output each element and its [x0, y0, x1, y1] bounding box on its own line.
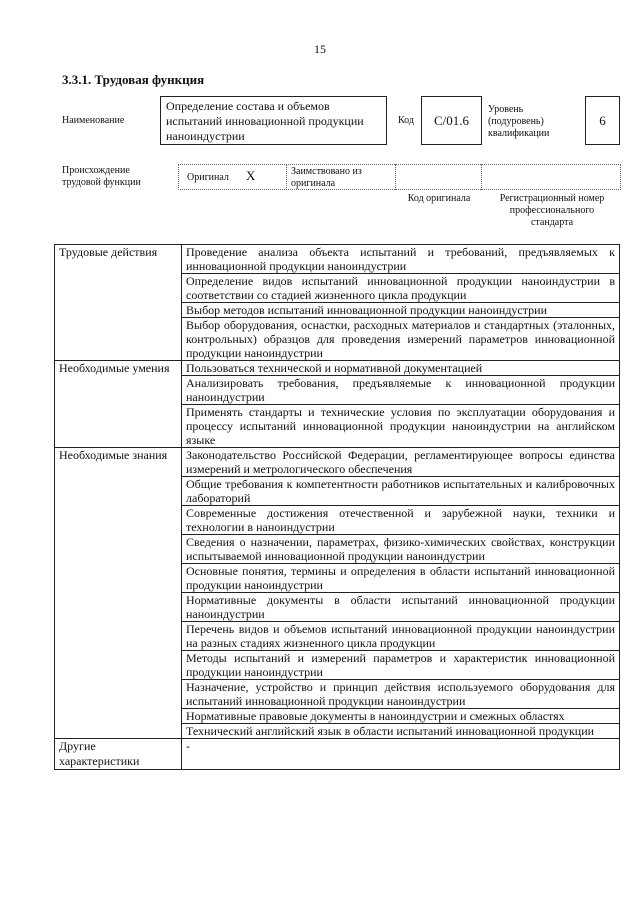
code-original-caption: Код оригинала	[407, 193, 471, 204]
level-box	[585, 96, 620, 145]
table-cell: Проведение анализа объекта испытаний и требований, предъявляемых к инновационной продукции наноиндустрии	[182, 245, 620, 274]
table-row	[55, 448, 620, 477]
code-value: C/01.6	[433, 112, 470, 128]
table-row	[55, 739, 620, 770]
level-label: Уровень (подуровень) квалификации	[488, 104, 550, 139]
table-cell: Нормативные документы в области испытаний инновационной продукции наноиндустрии	[182, 593, 620, 622]
section-label: Необходимые знания	[55, 448, 182, 739]
function-table	[54, 244, 620, 770]
table-cell: Перечень видов и объемов испытаний инновационной продукции наноиндустрии на разных стадиях жизненного цикла продукции	[182, 622, 620, 651]
level-value: 6	[599, 112, 606, 128]
origin-divider	[395, 164, 396, 190]
table-cell: -	[182, 739, 620, 770]
table-cell: Определение видов испытаний инновационной продукции наноиндустрии в соответствии со стадией жизненного цикла продукции	[182, 274, 620, 303]
table-cell: Законодательство Российской Федерации, регламентирующее вопросы единства измерений и метрологического обеспечения	[182, 448, 620, 477]
table-cell: Выбор оборудования, оснастки, расходных материалов и стандартных (эталонных, контрольных) образцов для проведения измерений параметров инновационной продукции наноиндустрии	[182, 318, 620, 361]
table-cell: Основные понятия, термины и определения в области испытаний инновационной продукции наноиндустрии	[182, 564, 620, 593]
table-cell: Общие требования к компетентности работников испытательных и калибровочных лабораторий	[182, 477, 620, 506]
original-label: Оригинал	[187, 172, 229, 183]
code-box	[421, 96, 482, 145]
origin-divider	[286, 164, 287, 190]
table-row	[55, 361, 620, 376]
table-cell: Назначение, устройство и принцип действия используемого оборудования для испытаний инновационной продукции наноиндустрии	[182, 680, 620, 709]
section-title: 3.3.1. Трудовая функция	[62, 72, 205, 87]
table-cell: Применять стандарты и технические условия по эксплуатации оборудования и процессу испытаний инновационной продукции наноиндустрии на английском языке	[182, 405, 620, 448]
name-label: Наименование	[62, 115, 125, 126]
table-cell: Пользоваться технической и нормативной документацией	[182, 361, 620, 376]
borrowed-label: Заимствовано из оригинала	[291, 166, 362, 189]
table-cell: Анализировать требования, предъявляемые к инновационной продукции наноиндустрии	[182, 376, 620, 405]
function-name-value: Определение состава и объемов испытаний инновационной продукции наноиндустрии	[166, 99, 364, 143]
original-mark: X	[246, 168, 256, 183]
section-label: Необходимые умения	[55, 361, 182, 448]
table-cell: Нормативные правовые документы в наноиндустрии и смежных областях	[182, 709, 620, 724]
reg-number-caption: Регистрационный номер профессионального стандарта	[499, 193, 605, 228]
origin-frame	[178, 164, 621, 190]
code-label: Код	[398, 115, 414, 126]
table-row	[55, 245, 620, 274]
table-cell: Технический английский язык в области испытаний инновационной продукции	[182, 724, 620, 739]
page-number: 15	[314, 42, 326, 56]
origin-divider	[481, 164, 482, 190]
table-cell: Выбор методов испытаний инновационной продукции наноиндустрии	[182, 303, 620, 318]
section-label: Другие характеристики	[55, 739, 182, 770]
function-name-box	[160, 96, 387, 145]
table-cell: Современные достижения отечественной и зарубежной науки, техники и технологии в наноиндустрии	[182, 506, 620, 535]
section-label: Трудовые действия	[55, 245, 182, 361]
table-cell: Методы испытаний и измерений параметров и характеристик инновационной продукции наноиндустрии	[182, 651, 620, 680]
table-cell: Сведения о назначении, параметрах, физико-химических свойствах, конструкции испытываемой инновационной продукции наноиндустрии	[182, 535, 620, 564]
origin-label: Происхождение трудовой функции	[62, 165, 141, 188]
